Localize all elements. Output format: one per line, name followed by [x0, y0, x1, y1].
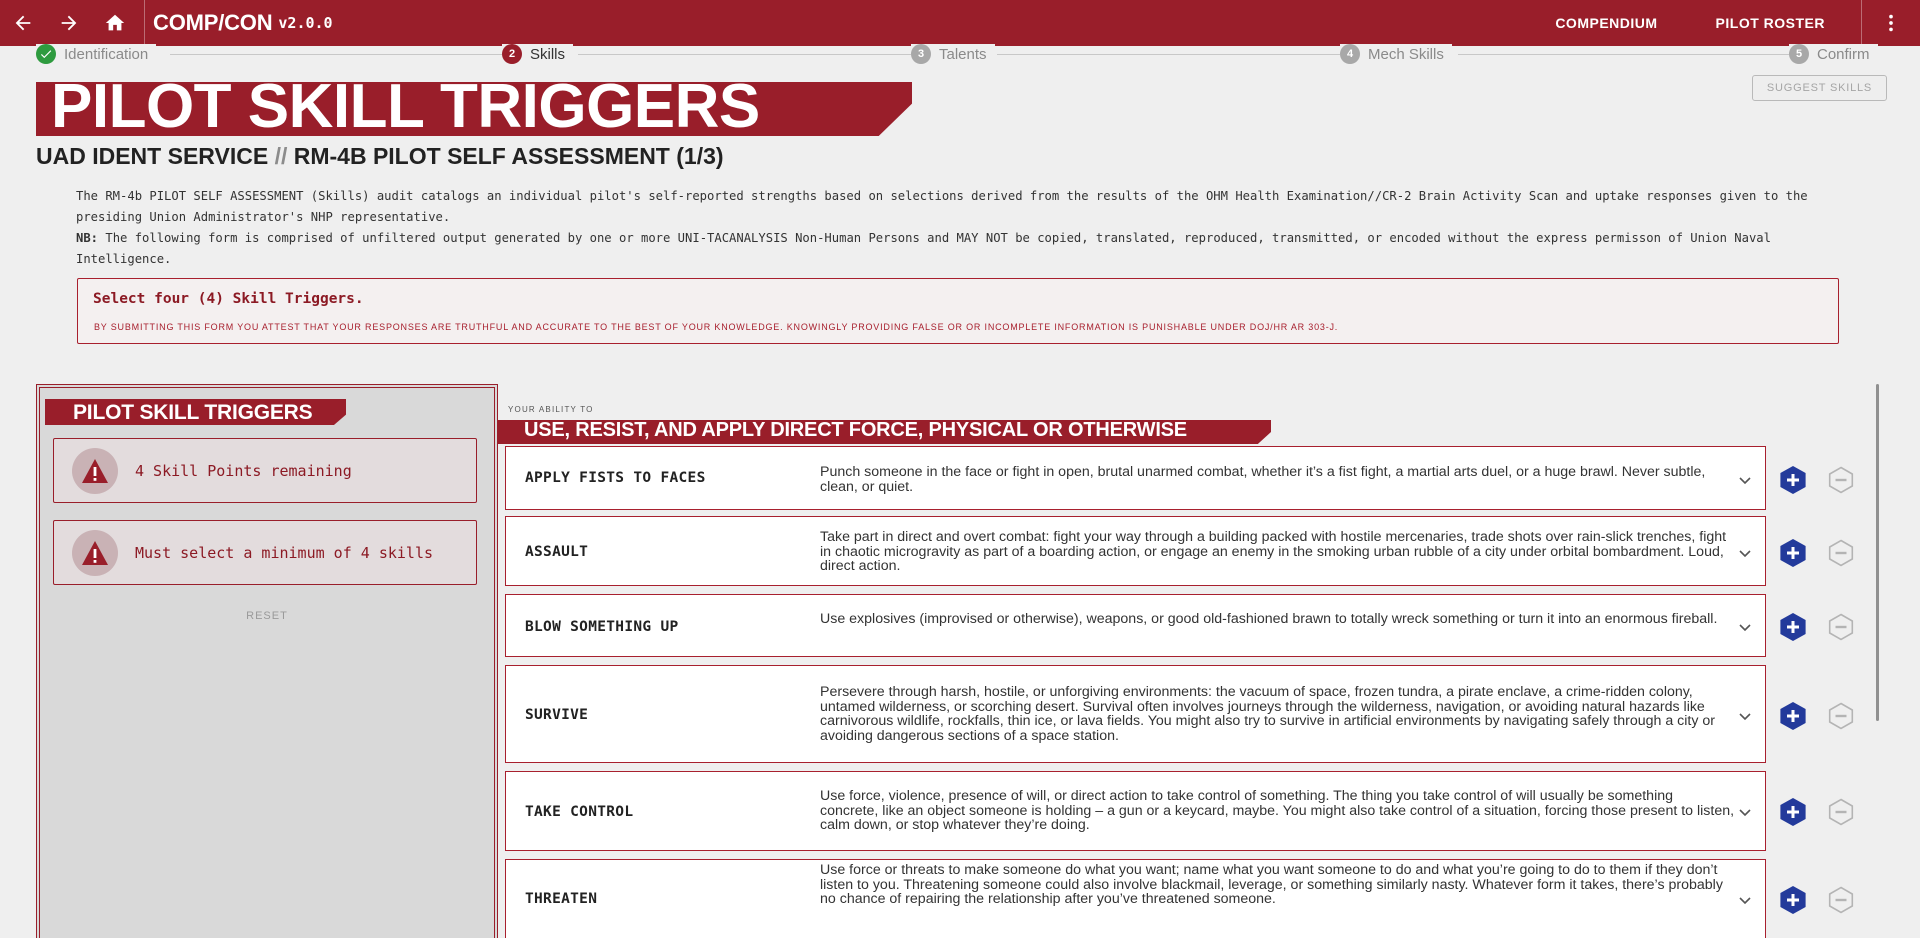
alert-text: 4 Skill Points remaining — [135, 461, 352, 480]
step-number: 2 — [502, 44, 522, 64]
skill-name: BLOW SOMETHING UP — [525, 619, 679, 635]
notice-fine-print: BY SUBMITTING THIS FORM YOU ATTEST THAT YOUR RESPONSES ARE TRUTHFUL AND ACCURATE TO THE BEST OF YOUR KNOWLEDGE. KNOWINGLY PROVIDING FALSE OR OR INCOMPLETE INFORMATION IS PUNISHABLE UNDER DOJ/HR AR 303-J. — [94, 322, 1339, 332]
compendium-link[interactable]: COMPENDIUM — [1555, 15, 1658, 31]
page-subtitle — [36, 143, 724, 170]
step-label: Identification — [64, 45, 149, 63]
app-title: COMP/CON — [153, 10, 273, 35]
step-label: Talents — [939, 45, 987, 63]
skill-description: Persevere through harsh, hostile, or unforgiving environments: the vacuum of space, frozen tundra, a pirate enclave, a crime-ridden colony, untamed wilderness, or scorching desert. Survival often involves journeys through the wilderness, navigation, or avoiding natural hazards like carnivorous wildlife, rockfalls, thin ice, or lava fields. You might also try to survive in artificial environments by navigating safely through a city or avoiding dangerous sections of a space station. — [820, 684, 1716, 745]
category-title: USE, RESIST, AND APPLY DIRECT FORCE, PHYSICAL OR OTHERWISE — [524, 419, 1187, 441]
remove-skill-button[interactable] — [1828, 702, 1854, 730]
step-identification[interactable] — [36, 44, 156, 64]
skill-name: APPLY FISTS TO FACES — [525, 470, 706, 486]
remove-skill-button[interactable] — [1828, 613, 1854, 641]
top-nav — [1526, 0, 1854, 46]
category-prefix: YOUR ABILITY TO — [508, 405, 594, 414]
skill-name: TAKE CONTROL — [525, 804, 634, 820]
suggest-skills-button[interactable]: SUGGEST SKILLS — [1752, 75, 1887, 101]
scrollbar-thumb[interactable] — [1876, 384, 1879, 721]
nb-label: NB: — [76, 231, 99, 245]
chevron-down-icon[interactable] — [1737, 472, 1753, 488]
skill-description: Use explosives (improvised or otherwise), weapons, or good old-fashioned brawn to totally wreck something or turn it into an enormous fireball. — [820, 611, 1718, 627]
chevron-down-icon[interactable] — [1737, 619, 1753, 635]
app-toolbar — [0, 0, 1920, 46]
intro-text — [76, 186, 1816, 270]
forward-button[interactable] — [46, 0, 92, 46]
reset-button[interactable]: RESET — [246, 610, 288, 622]
pilot-roster-link[interactable]: PILOT ROSTER — [1715, 15, 1825, 31]
step-label: Confirm — [1817, 45, 1870, 63]
skill-status-panel — [36, 384, 498, 938]
warning-icon — [72, 448, 118, 494]
stepper-connector — [997, 54, 1361, 55]
stepper-connector — [1458, 54, 1813, 55]
page-title: PILOT SKILL TRIGGERS — [51, 72, 760, 141]
app-version: v2.0.0 — [278, 14, 333, 32]
intro-nb-paragraph — [76, 228, 1816, 270]
arrow-left-icon — [12, 12, 34, 34]
step-talents[interactable] — [911, 44, 995, 64]
add-skill-button[interactable] — [1779, 538, 1807, 568]
notice-title: Select four (4) Skill Triggers. — [93, 291, 364, 307]
instruction-notice — [77, 278, 1839, 344]
chevron-down-icon[interactable] — [1737, 708, 1753, 724]
step-mech-skills[interactable] — [1340, 44, 1452, 64]
skill-name: THREATEN — [525, 891, 598, 907]
step-number: 5 — [1789, 44, 1809, 64]
remove-skill-button[interactable] — [1828, 539, 1854, 567]
chevron-down-icon[interactable] — [1737, 804, 1753, 820]
skill-description: Use force or threats to make someone do what you want; name what you want someone to do and what you’re going to do to them if they don’t listen to you. Threatening someone could also involve blackmail, leverage, or something similarly nasty. Whatever form it takes, there’s probably no chance of repairing the relationship after you’ve threatened someone. — [820, 862, 1723, 908]
subtitle-separator: // — [274, 143, 288, 169]
skill-description: Use force, violence, presence of will, or direct action to take control of something. The thing you take control of will usually be something concrete, like an object someone is holding – a gun or a keycard, maybe. You might also take control of a situation, forcing those present to listen, calm down, or stop whatever they’re doing. — [820, 788, 1735, 834]
stepper — [30, 44, 1882, 64]
step-label: Skills — [530, 45, 566, 63]
warning-icon — [72, 530, 118, 576]
nb-text: The following form is comprised of unfiltered output generated by one or more UNI-TACANALYSIS Non-Human Persons and MAY NOT be copied, translated, reproduced, transmitted, or encoded without the express permisson of Union Naval Intelligence. — [76, 231, 1771, 266]
panel-title: PILOT SKILL TRIGGERS — [73, 401, 313, 424]
step-skills[interactable] — [502, 44, 573, 64]
remove-skill-button[interactable] — [1828, 466, 1854, 494]
home-button[interactable] — [92, 0, 138, 46]
minimum-skills-alert — [53, 520, 477, 585]
subtitle-form: RM-4B PILOT SELF ASSESSMENT (1/3) — [293, 143, 724, 169]
stepper-connector — [578, 54, 940, 55]
add-skill-button[interactable] — [1779, 885, 1807, 915]
add-skill-button[interactable] — [1779, 797, 1807, 827]
toolbar-divider — [144, 0, 145, 46]
back-button[interactable] — [0, 0, 46, 46]
points-remaining-alert — [53, 438, 477, 503]
skill-description: Take part in direct and overt combat: fight your way through a building packed with hostile mercenaries, trade shots over rain-slick trenches, fight in chaotic microgravity as part of a boarding action, or engage an enemy in the smoking urban rubble of a city under orbital bombardment. Loud, direct action. — [820, 529, 1727, 575]
remove-skill-button[interactable] — [1828, 886, 1854, 914]
add-skill-button[interactable] — [1779, 701, 1807, 731]
add-skill-button[interactable] — [1779, 612, 1807, 642]
step-number: 4 — [1340, 44, 1360, 64]
remove-skill-button[interactable] — [1828, 798, 1854, 826]
check-circle-icon — [36, 44, 56, 64]
skill-name: SURVIVE — [525, 707, 589, 723]
skill-name: ASSAULT — [525, 544, 589, 560]
arrow-right-icon — [58, 12, 80, 34]
step-confirm[interactable] — [1789, 44, 1878, 64]
stepper-connector — [170, 54, 522, 55]
home-icon — [104, 12, 126, 34]
subtitle-service: UAD IDENT SERVICE — [36, 143, 269, 169]
alert-text: Must select a minimum of 4 skills — [135, 543, 434, 562]
step-label: Mech Skills — [1368, 45, 1444, 63]
more-vertical-icon — [1880, 12, 1902, 34]
skill-description: Punch someone in the face or fight in open, brutal unarmed combat, whether it’s a fist fight, a martial arts duel, or a huge brawl. Never subtle, clean, or quiet. — [820, 464, 1706, 495]
chevron-down-icon[interactable] — [1737, 892, 1753, 908]
intro-paragraph: The RM-4b PILOT SELF ASSESSMENT (Skills) audit catalogs an individual pilot's self-reported strengths based on selections derived from the results of the OHM Health Examination//CR-2 Brain Activity Scan and uptake responses given to the presiding Union Administrator's NHP representative. — [76, 189, 1808, 224]
more-menu-button[interactable] — [1862, 0, 1920, 46]
add-skill-button[interactable] — [1779, 465, 1807, 495]
chevron-down-icon[interactable] — [1737, 545, 1753, 561]
step-number: 3 — [911, 44, 931, 64]
